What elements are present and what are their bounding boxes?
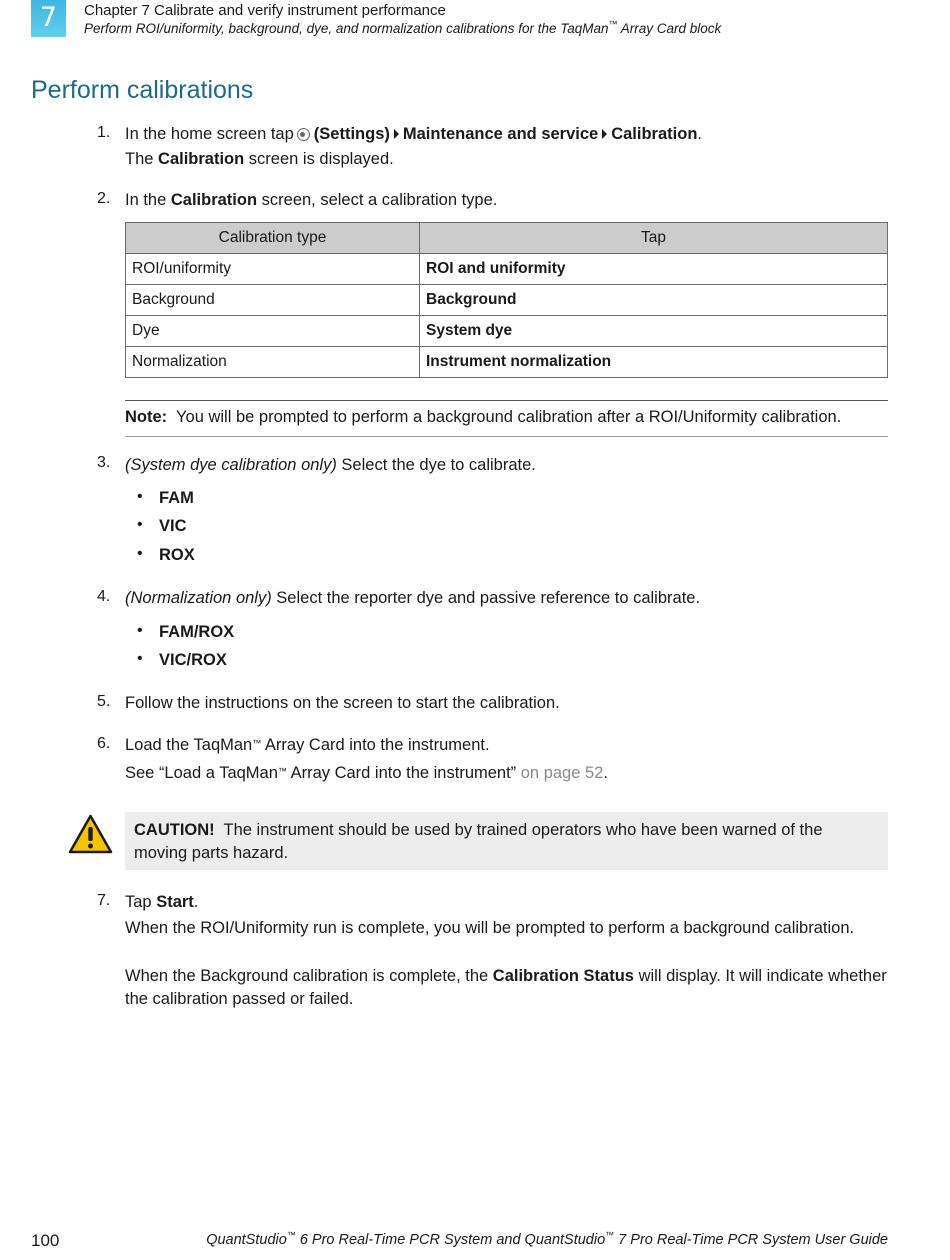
step-2 — [125, 189, 890, 212]
column-header: Calibration type — [126, 223, 420, 254]
table-header-row — [126, 223, 888, 254]
chevron-right-icon — [602, 129, 607, 139]
bullet-icon: • — [137, 650, 143, 667]
note-text: You will be prompted to perform a background calibration after a ROI/Uniformity calibration. — [176, 408, 842, 426]
table-cell: Background — [126, 285, 420, 316]
italic-text: (System dye calibration only) — [125, 456, 337, 474]
punct: . — [193, 893, 199, 911]
step-7-status — [125, 965, 890, 1011]
table-cell: Background — [420, 285, 888, 316]
step-1-result — [125, 148, 890, 171]
step-3 — [125, 454, 890, 477]
step-number: 4. — [97, 588, 111, 605]
subtitle-text-end: Array Card block — [617, 21, 722, 36]
chapter-title: Calibrate and verify instrument performance — [154, 2, 446, 19]
step-6 — [125, 734, 890, 757]
table-row — [126, 316, 888, 347]
page-number: 100 — [31, 1231, 60, 1250]
page-reference-link[interactable]: on page 52 — [516, 764, 604, 782]
note-label: Note: — [125, 408, 168, 426]
table-cell: Dye — [126, 316, 420, 347]
chapter-heading — [84, 2, 446, 19]
step-4 — [125, 587, 890, 610]
text: 7 Pro Real-Time PCR System User Guide — [614, 1232, 888, 1248]
text: Array Card into the instrument” — [286, 764, 517, 782]
step-7 — [125, 891, 890, 914]
bullet-icon: • — [137, 488, 143, 505]
settings-gear-icon — [297, 128, 310, 141]
chapter-badge: 7 — [31, 0, 66, 37]
step-number: 6. — [97, 735, 111, 752]
trademark: ™ — [608, 19, 618, 29]
text: Tap — [125, 893, 157, 911]
italic-text: (Normalization only) — [125, 589, 272, 607]
bold-text: Calibration — [158, 150, 245, 168]
bold-text: Calibration — [170, 191, 258, 209]
punct: . — [603, 764, 608, 782]
dye-option: FAM — [159, 489, 194, 507]
caution-text: The instrument should be used by trained operators who have been warned of the moving parts hazard. — [134, 821, 823, 862]
maintenance-label: Maintenance and service — [402, 125, 599, 143]
footer-guide-title — [206, 1232, 888, 1248]
dye-pair-option: FAM/ROX — [159, 623, 235, 641]
step-number: 2. — [97, 190, 111, 207]
caution-label: CAUTION! — [134, 821, 215, 839]
text: will display. It will indicate whether the calibration passed or failed. — [125, 967, 887, 1008]
text: Array Card into the instrument. — [261, 736, 490, 754]
page-title: Perform calibrations — [31, 76, 254, 104]
trademark: ™ — [286, 1230, 296, 1240]
text: Select the dye to calibrate. — [336, 456, 536, 474]
table-cell: Instrument normalization — [420, 347, 888, 378]
trademark: ™ — [605, 1230, 615, 1240]
step-number: 5. — [97, 693, 111, 710]
table-cell: Normalization — [126, 347, 420, 378]
step-1-text: In the home screen tap — [125, 125, 294, 143]
table-cell: ROI/uniformity — [126, 254, 420, 285]
text: 6 Pro Real-Time PCR System and QuantStudio — [295, 1232, 606, 1248]
step-1 — [125, 123, 890, 146]
dye-option: ROX — [159, 546, 195, 564]
trademark: ™ — [277, 766, 287, 776]
text: In the — [125, 191, 171, 209]
step-6-reference — [125, 762, 890, 785]
text: Select the reporter dye and passive reference to calibrate. — [271, 589, 701, 607]
dye-pair-option: VIC/ROX — [159, 651, 227, 669]
text: screen, select a calibration type. — [257, 191, 498, 209]
subtitle-text: Perform ROI/uniformity, background, dye, and normalization calibrations for the TaqMan — [84, 21, 609, 36]
text: Load the TaqMan — [125, 736, 253, 754]
calibration-table — [125, 222, 888, 378]
table-cell: ROI and uniformity — [420, 254, 888, 285]
warning-icon — [68, 814, 113, 854]
table-row — [126, 285, 888, 316]
bullet-icon: • — [137, 622, 143, 639]
bullet-icon: • — [137, 516, 143, 533]
punct: . — [697, 125, 702, 143]
text: When the Background calibration is complete, the — [125, 967, 493, 985]
bullet-icon: • — [137, 545, 143, 562]
note-box — [125, 400, 888, 437]
table-row — [126, 254, 888, 285]
step-number: 3. — [97, 454, 111, 471]
bold-text: Calibration Status — [492, 967, 634, 985]
chapter-label: Chapter 7 — [84, 2, 150, 19]
table-cell: System dye — [420, 316, 888, 347]
text: QuantStudio — [206, 1232, 287, 1248]
step-number: 7. — [97, 892, 111, 909]
section-subtitle — [84, 21, 721, 36]
table-row — [126, 347, 888, 378]
step-7-detail: When the ROI/Uniformity run is complete, you will be prompted to perform a background calibration. — [125, 919, 855, 937]
dye-option: VIC — [159, 517, 187, 535]
step-number: 1. — [97, 124, 111, 141]
step-5: Follow the instructions on the screen to start the calibration. — [125, 694, 560, 712]
column-header: Tap — [420, 223, 888, 254]
settings-label: (Settings) — [313, 125, 390, 143]
text: The — [125, 150, 159, 168]
bold-text: Start — [156, 893, 194, 911]
trademark: ™ — [252, 738, 262, 748]
caution-box — [125, 812, 888, 870]
chevron-right-icon — [394, 129, 399, 139]
text: See “Load a TaqMan — [125, 764, 278, 782]
calibration-label: Calibration — [611, 125, 698, 143]
text: screen is displayed. — [244, 150, 394, 168]
